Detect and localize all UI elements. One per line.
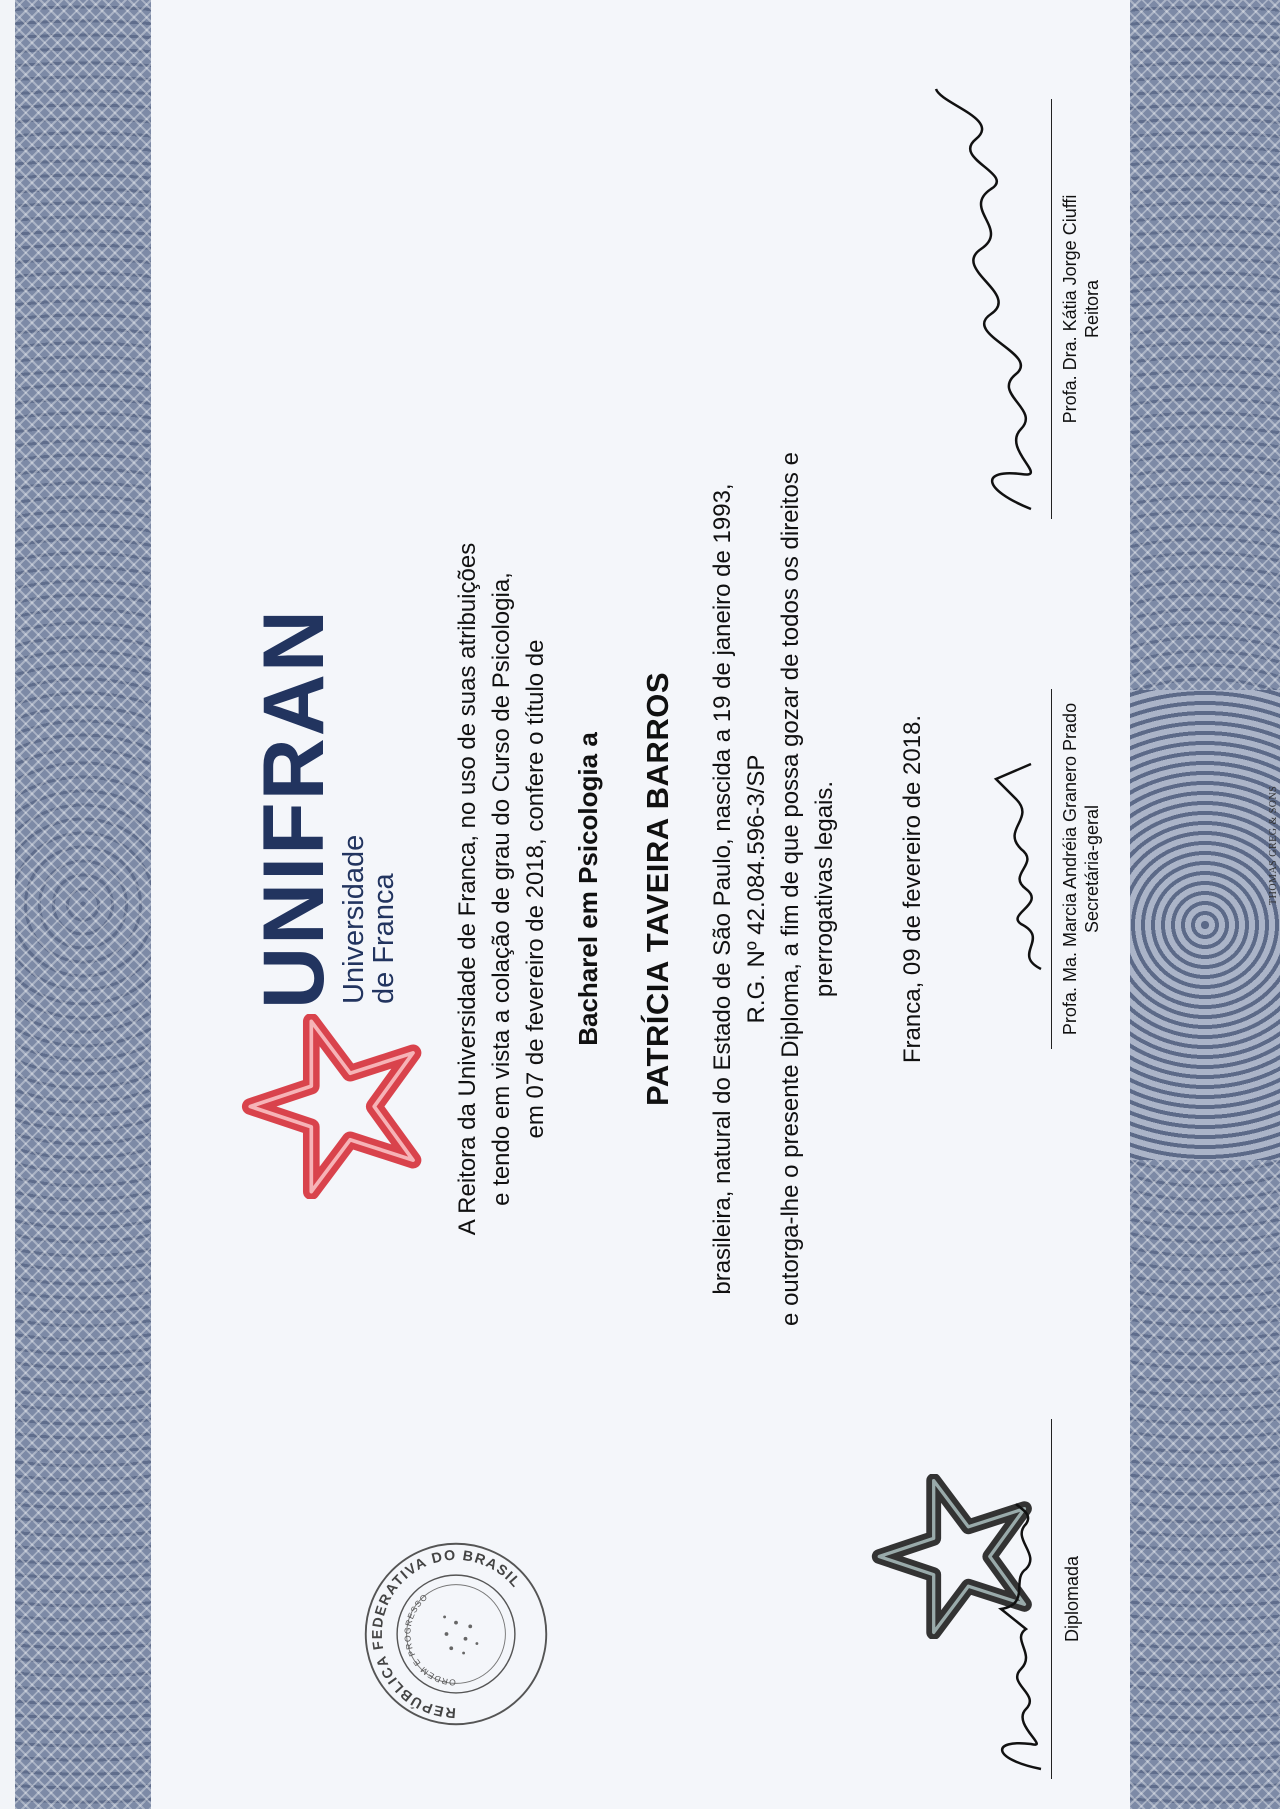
graduate-signature	[971, 1499, 1061, 1779]
intro-text: A Reitora da Universidade de Franca, no uso de suas atribuições e tendo em vista a colação de grau do Curso de Psicologia, em 07 de fevereiro de 2018, confere o título de	[454, 542, 549, 1236]
left-security-border	[15, 0, 151, 1809]
logo-wordmark: UNIFRAN	[246, 608, 342, 1009]
secretary-signature	[981, 749, 1061, 979]
right-security-border	[1130, 0, 1280, 1809]
graduate-name: PATRÍCIA TAVEIRA BARROS	[640, 672, 675, 1107]
graduate-signature-line	[1051, 1419, 1052, 1779]
secretary-signatory	[1059, 689, 1103, 1049]
unifran-star-logo	[241, 1014, 426, 1199]
rector-signature-line	[1051, 99, 1052, 519]
graduate-role: Diplomada	[1062, 1555, 1082, 1643]
rector-role: Reitora	[1082, 279, 1102, 339]
security-hologram-band	[1130, 690, 1280, 1160]
secretary-signature-line	[1051, 689, 1052, 1049]
seal-outer-text: REPÚBLICA FEDERATIVA DO BRASIL	[369, 1547, 524, 1721]
secretary-role: Secretária-geral	[1082, 804, 1102, 934]
seal-inner-text: ORDEM E PROGRESSO	[402, 1591, 457, 1688]
secretary-name: Profa. Ma. Marcia Andréia Granero Prado	[1060, 702, 1080, 1036]
svg-text:ORDEM E PROGRESSO	[402, 1592, 456, 1688]
logo-subtitle: Universidade de Franca	[338, 834, 401, 1004]
issue-date: Franca, 09 de fevereiro de 2018.	[899, 714, 926, 1064]
printer-mark: THOMAS GREG & SONS	[1268, 785, 1279, 905]
degree-title: Bacharel em Psicologia a	[573, 732, 603, 1046]
rector-signature	[921, 79, 1061, 519]
diploma-content	[151, 0, 1130, 1809]
body-text: brasileira, natural do Estado de São Paulo, nascida a 19 de janeiro de 1993, R.G. Nº 42.084.596-3/SP e outorga-lhe o presente Diploma, a fim de que possa gozar de todos os direitos e prerrogativas legais.	[709, 452, 838, 1326]
brazil-seal	[361, 1539, 551, 1729]
rector-name: Profa. Dra. Kátia Jorge Ciuffi	[1060, 194, 1080, 424]
rector-signatory	[1059, 99, 1103, 519]
